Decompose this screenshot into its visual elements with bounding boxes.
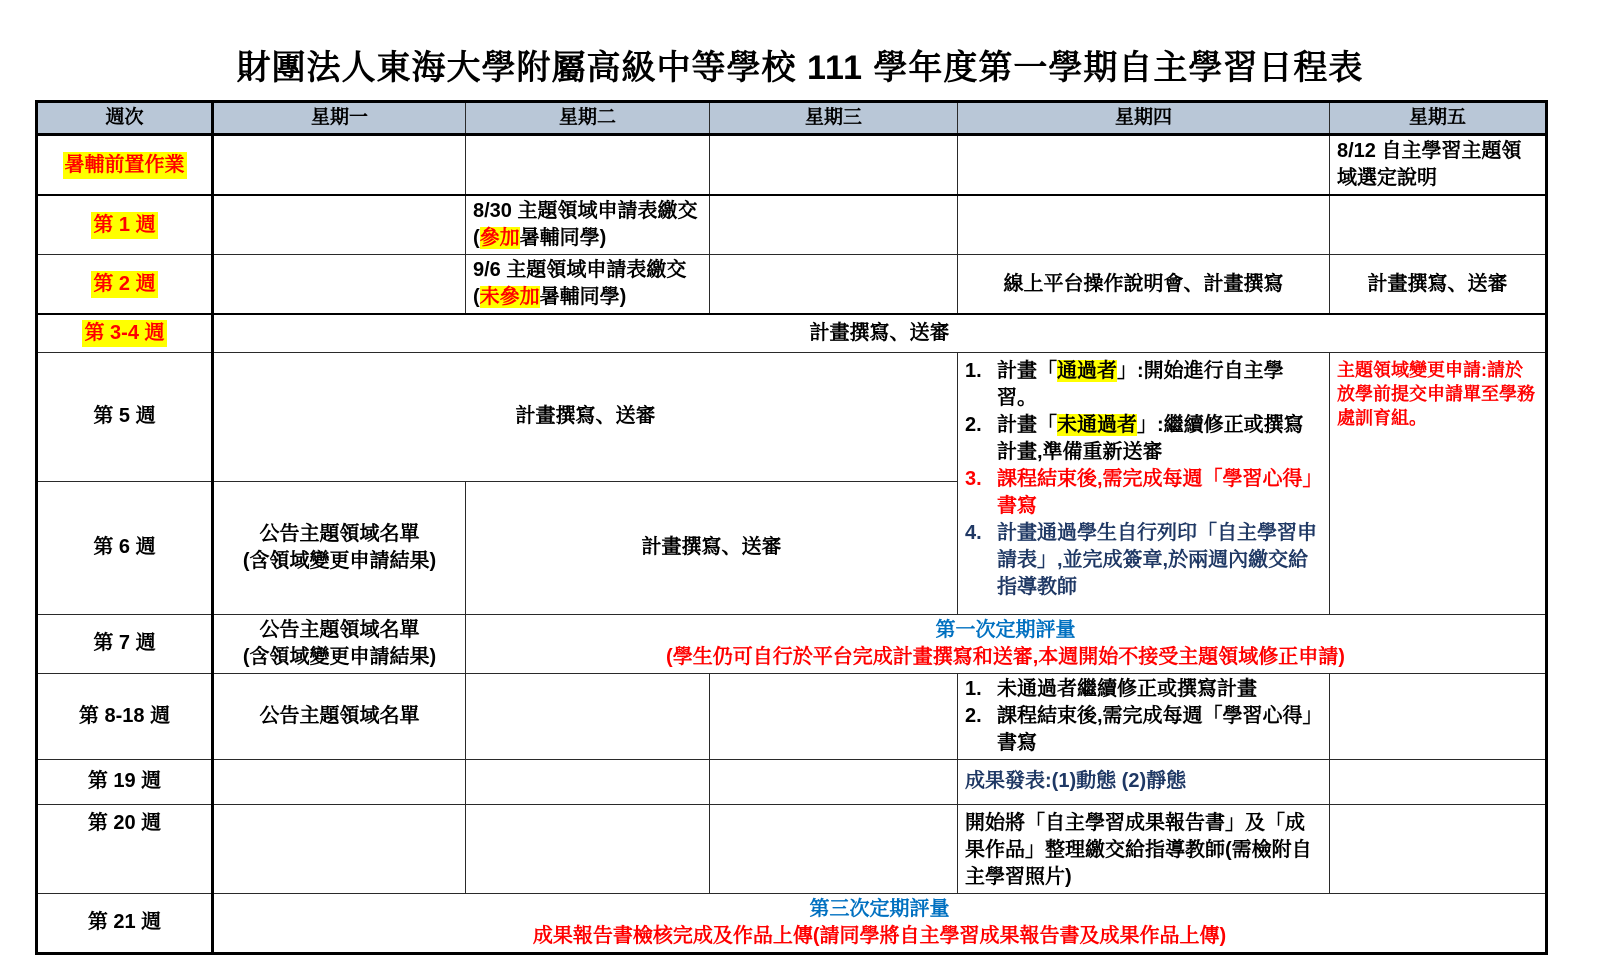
list-item-4 (965, 520, 1322, 601)
list-item-2-number: 2. (965, 413, 982, 436)
row-label-week3-4-text: 第 3-4 週 (82, 320, 166, 347)
w1-tue-text: 8/30 主題領域申請表繳交( (473, 200, 698, 249)
cell-w1-thu-empty (958, 195, 1330, 255)
col-header-wednesday: 星期三 (710, 102, 958, 135)
row-label-week2-text: 第 2 週 (91, 271, 157, 298)
w6-mon-line2: (含領域變更申請結果) (242, 549, 437, 572)
row-label-week7-text: 第 7 週 (93, 632, 156, 654)
w1-tue-text-post: 暑輔同學) (519, 227, 607, 249)
list-item-4-number: 4. (965, 521, 982, 544)
list-item-1-number: 1. (965, 359, 982, 382)
w21-red-note: 成果報告書檢核完成及作品上傳(請同學將自主學習成果報告書及成果作品上傳) (532, 924, 1227, 947)
cell-w19-thu: 成果發表:(1)動態 (2)靜態 (958, 759, 1330, 804)
col-header-tuesday: 星期二 (466, 102, 710, 135)
cell-w2-thu: 線上平台操作說明會、計畫撰寫 (958, 255, 1330, 315)
cell-w3-4-all-days: 計畫撰寫、送審 (213, 314, 1547, 352)
w2-tue-text-post: 暑輔同學) (539, 286, 627, 308)
w6-mon-line1: 公告主題領域名單 (259, 522, 420, 545)
w1-tue-highlight: 參加 (479, 227, 520, 249)
w7-red-note: (學生仍可自行於平台完成計畫撰寫和送審,本週開始不接受主題領域修正申請) (666, 645, 1345, 668)
row-label-week19-text: 第 19 週 (87, 770, 162, 792)
row-label-week20-text: 第 20 週 (87, 811, 162, 834)
table-row-week21 (37, 893, 1547, 953)
cell-w20-tue-empty (466, 804, 710, 893)
cell-w8-18-wed-empty (710, 673, 958, 759)
table-row-week3-4 (37, 314, 1547, 352)
list-item-1 (965, 358, 1322, 412)
cell-w2-tue (466, 255, 710, 315)
list-item-4-text: 計畫通過學生自行列印「自主學習申請表」,並完成簽章,於兩週內繳交給指導教師 (997, 521, 1317, 598)
row-label-week8-18-text: 第 8-18 週 (78, 704, 171, 727)
cell-prep-wed-empty (710, 135, 958, 196)
cell-w19-fri-empty (1330, 759, 1547, 804)
cell-w1-wed-empty (710, 195, 958, 255)
row-label-week6 (37, 481, 213, 614)
third-periodic-assessment: 第三次定期評量 (809, 897, 950, 920)
col-header-monday: 星期一 (213, 102, 466, 135)
cell-prep-fri: 8/12 自主學習主題領域選定說明 (1330, 135, 1547, 196)
row-label-week21-text: 第 21 週 (87, 911, 162, 933)
list-item-1-text: 計畫「通過者」:開始進行自主學習。 (997, 359, 1284, 409)
cell-w2-fri: 計畫撰寫、送審 (1330, 255, 1547, 315)
cell-w20-wed-empty (710, 804, 958, 893)
w2-tue-highlight: 未參加 (479, 286, 540, 308)
cell-w2-mon-empty (213, 255, 466, 315)
cell-w21-all-days (213, 893, 1547, 953)
cell-w8-18-thu-list (958, 673, 1330, 759)
cell-w5-6-fri-notice: 主題領域變更申請:請於放學前提交申請單至學務處訓育組。 (1330, 352, 1547, 614)
col-header-thursday: 星期四 (958, 102, 1330, 135)
list-item-1 (965, 676, 1322, 703)
cell-w19-tue-empty (466, 759, 710, 804)
cell-prep-thu-empty (958, 135, 1330, 196)
list-item-2 (965, 412, 1322, 466)
list-item-2-text: 課程結束後,需完成每週「學習心得」書寫 (997, 704, 1313, 754)
row-label-prep-text: 暑輔前置作業 (63, 152, 187, 179)
table-row-week7 (37, 614, 1547, 673)
schedule-table (35, 100, 1548, 955)
cell-w5-mon-wed: 計畫撰寫、送審 (213, 352, 958, 481)
cell-w8-18-mon: 公告主題領域名單 (213, 673, 466, 759)
row-label-week8-18 (37, 673, 213, 759)
table-row-week8-18 (37, 673, 1547, 759)
cell-w1-mon-empty (213, 195, 466, 255)
cell-w2-wed-empty (710, 255, 958, 315)
cell-w19-wed-empty (710, 759, 958, 804)
cell-w7-tue-fri (466, 614, 1547, 673)
cell-w6-tue-wed: 計畫撰寫、送審 (466, 481, 958, 614)
table-row-week19 (37, 759, 1547, 804)
not-passed-highlight: 未通過者 (1057, 413, 1137, 436)
row-label-week7 (37, 614, 213, 673)
row-label-week19 (37, 759, 213, 804)
table-row-week2 (37, 255, 1547, 315)
table-row-prep (37, 135, 1547, 196)
list-item-2-text: 計畫「未通過者」:繼續修正或撰寫計畫,準備重新送審 (997, 413, 1304, 463)
row-label-week3-4 (37, 314, 213, 352)
col-header-friday: 星期五 (1330, 102, 1547, 135)
cell-prep-tue-empty (466, 135, 710, 196)
list-item-3-text: 課程結束後,需完成每週「學習心得」書寫 (997, 467, 1313, 517)
w2-tue-text: 9/6 主題領域申請表繳交( (473, 259, 687, 308)
list-item-3 (965, 466, 1322, 520)
page-title: 財團法人東海大學附屬高級中等學校 111 學年度第一學期自主學習日程表 (236, 49, 1364, 87)
cell-w6-mon (213, 481, 466, 614)
cell-prep-mon-empty (213, 135, 466, 196)
cell-w8-18-fri-empty (1330, 673, 1547, 759)
cell-w1-fri-empty (1330, 195, 1547, 255)
list-item-1-number: 1. (965, 677, 982, 700)
w7-mon-line1: 公告主題領域名單 (259, 618, 420, 641)
row-label-week5 (37, 352, 213, 481)
cell-w20-fri-empty (1330, 804, 1547, 893)
row-label-week1-text: 第 1 週 (91, 212, 157, 239)
row-label-week6-text: 第 6 週 (93, 536, 156, 558)
cell-w19-mon-empty (213, 759, 466, 804)
w7-mon-line2: (含領域變更申請結果) (242, 645, 437, 668)
list-item-3-number: 3. (965, 467, 982, 490)
table-row-week1 (37, 195, 1547, 255)
row-label-week1 (37, 195, 213, 255)
row-label-prep (37, 135, 213, 196)
cell-w5-6-thu-list (958, 352, 1330, 614)
col-header-week: 週次 (37, 102, 213, 135)
row-label-week20 (37, 804, 213, 893)
first-periodic-assessment: 第一次定期評量 (935, 618, 1076, 641)
cell-w20-mon-empty (213, 804, 466, 893)
cell-w20-thu: 開始將「自主學習成果報告書」及「成果作品」整理繳交給指導教師(需檢附自主學習照片) (958, 804, 1330, 893)
table-row-week5 (37, 352, 1547, 481)
row-label-week21 (37, 893, 213, 953)
list-item-2 (965, 703, 1322, 757)
header-row (37, 102, 1547, 135)
table-row-week20 (37, 804, 1547, 893)
passed-highlight: 通過者 (1057, 359, 1117, 382)
row-label-week5-text: 第 5 週 (93, 405, 156, 427)
list-item-1-text: 未通過者繼續修正或撰寫計畫 (997, 677, 1257, 700)
cell-w1-tue (466, 195, 710, 255)
cell-w7-mon (213, 614, 466, 673)
row-label-week2 (37, 255, 213, 315)
list-item-2-number: 2. (965, 704, 982, 727)
cell-w8-18-tue-empty (466, 673, 710, 759)
